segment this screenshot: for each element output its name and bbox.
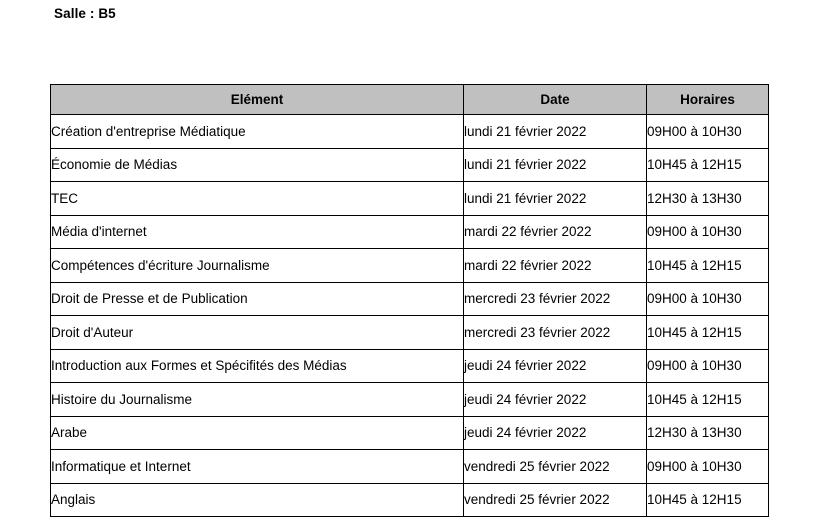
table-row: [51, 115, 769, 149]
room-value: B5: [98, 6, 116, 21]
column-header-date: Date: [464, 85, 647, 115]
cell-element: Économie de Médias: [51, 148, 464, 182]
cell-element: Introduction aux Formes et Spécifités des Médias: [51, 349, 464, 383]
cell-element: Histoire du Journalisme: [51, 383, 464, 417]
cell-horaires: 12H30 à 13H30: [647, 416, 769, 450]
cell-element: Arabe: [51, 416, 464, 450]
schedule-table-container: [50, 84, 768, 517]
table-row: [51, 383, 769, 417]
cell-element: Anglais: [51, 483, 464, 517]
table-row: [51, 148, 769, 182]
cell-date: mercredi 23 février 2022: [464, 282, 647, 316]
cell-date: lundi 21 février 2022: [464, 115, 647, 149]
cell-horaires: 10H45 à 12H15: [647, 383, 769, 417]
cell-date: mardi 22 février 2022: [464, 249, 647, 283]
cell-date: mercredi 23 février 2022: [464, 316, 647, 350]
cell-element: Droit d'Auteur: [51, 316, 464, 350]
cell-element: Média d'internet: [51, 215, 464, 249]
column-header-horaires: Horaires: [647, 85, 769, 115]
cell-element: Droit de Presse et de Publication: [51, 282, 464, 316]
cell-element: TEC: [51, 182, 464, 216]
cell-date: jeudi 24 février 2022: [464, 416, 647, 450]
table-header-row: [51, 85, 769, 115]
table-row: [51, 249, 769, 283]
table-head: [51, 85, 769, 115]
cell-date: vendredi 25 février 2022: [464, 483, 647, 517]
cell-element: Compétences d'écriture Journalisme: [51, 249, 464, 283]
cell-horaires: 12H30 à 13H30: [647, 182, 769, 216]
cell-element: Informatique et Internet: [51, 450, 464, 484]
cell-date: mardi 22 février 2022: [464, 215, 647, 249]
cell-horaires: 09H00 à 10H30: [647, 115, 769, 149]
cell-horaires: 09H00 à 10H30: [647, 282, 769, 316]
table-row: [51, 316, 769, 350]
cell-horaires: 10H45 à 12H15: [647, 483, 769, 517]
table-row: [51, 349, 769, 383]
table-row: [51, 182, 769, 216]
cell-date: jeudi 24 février 2022: [464, 349, 647, 383]
table-body: [51, 115, 769, 517]
cell-date: vendredi 25 février 2022: [464, 450, 647, 484]
table-row: [51, 416, 769, 450]
table-row: [51, 282, 769, 316]
table-row: [51, 483, 769, 517]
cell-horaires: 09H00 à 10H30: [647, 450, 769, 484]
cell-date: jeudi 24 février 2022: [464, 383, 647, 417]
room-label: Salle :: [54, 6, 95, 21]
cell-horaires: 10H45 à 12H15: [647, 249, 769, 283]
cell-date: lundi 21 février 2022: [464, 148, 647, 182]
table-row: [51, 215, 769, 249]
cell-element: Création d'entreprise Médiatique: [51, 115, 464, 149]
cell-date: lundi 21 février 2022: [464, 182, 647, 216]
schedule-table: [50, 84, 769, 517]
cell-horaires: 10H45 à 12H15: [647, 148, 769, 182]
cell-horaires: 09H00 à 10H30: [647, 215, 769, 249]
column-header-element: Elément: [51, 85, 464, 115]
room-line: [54, 6, 116, 21]
cell-horaires: 09H00 à 10H30: [647, 349, 769, 383]
table-row: [51, 450, 769, 484]
cell-horaires: 10H45 à 12H15: [647, 316, 769, 350]
